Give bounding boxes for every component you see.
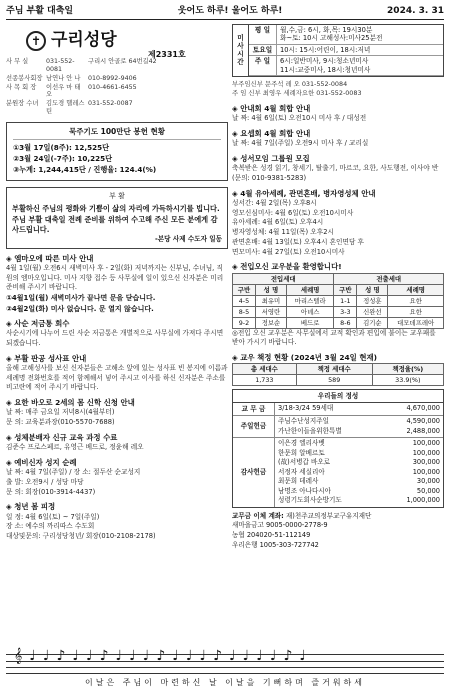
hymn-score: [6, 646, 444, 690]
staff-cell: 031-552-0081: [46, 58, 75, 73]
bank-account: 우리은행 1005-303-727742: [232, 540, 319, 549]
offering-items: 3/18-3/24 59세대: [278, 404, 334, 413]
offering-row: [233, 403, 443, 416]
staff-cell: 남연나 안 나: [46, 74, 81, 82]
table-row: [233, 317, 444, 328]
notice-title: ◈ 청년 봄 피정: [6, 502, 56, 512]
newcomers-title: ◈ 전입오신 교우분을 환영합니다!: [232, 262, 342, 272]
notice-item: [6, 398, 228, 428]
notice-item: [6, 433, 228, 453]
schedule-times: 10시: 15시:어린이, 18시:저녁: [277, 45, 443, 56]
staff-cell: 010-8992-9406: [88, 74, 137, 82]
offering-title: 우리들의 정성: [233, 390, 443, 403]
newcomers-col-header: 구반: [233, 284, 256, 295]
table-cell: 요한: [388, 295, 444, 306]
notice-body: 일 정: 4월 6일(토) ~ 7일(주일) 장 소: 예수의 까리따스 수도회 대상및문의: 구리성당청년/ 회장(010-2108-2178): [6, 512, 156, 540]
notice-title: ◈ 부활 판공 성사표 안내: [6, 353, 87, 363]
issue-date: 2024. 3. 31: [387, 5, 444, 16]
notice-item: [6, 502, 228, 541]
notice-item: [232, 104, 444, 124]
notice-body: 4월 1일(월) 오전6시 새벽미사 후 - 2일(화) 저녁까지는 신부님, 수녀님, 직원의 엠마오입니다. 미사 지향 접수 등 사무실에 일이 있으신 신자분은 미리 준비해 주시기 바랍니다.: [6, 263, 224, 292]
table-cell: 마리스텔라: [287, 295, 334, 306]
notice-item: [6, 319, 228, 349]
schedule-times: 6시:일반미사, 9시:청소년미사 11시:교중미사, 18시:청년미사: [277, 56, 443, 76]
table-cell: 1-1: [334, 295, 357, 306]
bank-title: 교무금 이체 계좌:: [232, 511, 284, 520]
table-cell: 정성훈: [357, 295, 388, 306]
rosary-week1: ①3월 17일(8주): 12,525단: [13, 143, 110, 153]
notice-item: [6, 354, 228, 393]
newcomers-col-header: 구반: [334, 284, 357, 295]
notice-title: ◈ 안내회 4월 회합 안내: [232, 104, 311, 114]
offering-box: [232, 389, 444, 508]
feast-title: 주님 부활 대축일: [6, 5, 74, 16]
census-col-header: 책정율(%): [372, 364, 443, 375]
rosary-status-box: [6, 122, 228, 181]
staff-cell: 김도경 헬레스틴: [46, 100, 85, 116]
census-value: 1,733: [233, 375, 297, 386]
table-cell: 정보순: [255, 317, 286, 328]
offering-items: 이은경 엘리사벳 한문희 알베르토 (故)서병갑 바오로 서정자 세실리아 최문희 데레사 남명조 아나다시아 성령기도회사순방기도: [278, 439, 342, 505]
newcomers-in-head: 전입세대: [233, 273, 334, 284]
table-cell: 서영란: [255, 306, 286, 317]
parish-name: 구리성당: [51, 30, 117, 51]
notice-item: [232, 189, 444, 258]
rosary-total: ③누계: 1,244,415단 / 진행율: 124.4(%): [13, 165, 157, 175]
notice-body: 날 짜: 4월 7일(주일) / 장 소: 절두산 순교성지 출 발: 오전9시 / 성당 마당 문 의: 회장(010-3914-4437): [6, 468, 141, 496]
offering-row: [233, 416, 443, 438]
contact-line: 주 임 신부 최영우 세례자요한 031-552-0083: [232, 89, 362, 98]
notice-item: [232, 129, 444, 149]
bank-account: 새마을금고 9005-0000-2778-9: [232, 521, 328, 530]
census-value: 589: [296, 375, 372, 386]
notice-title: ◈ 성체분배자 신규 교육 과정 수료: [6, 432, 118, 442]
staff-cell: [160, 58, 228, 74]
table-cell: 9-2: [233, 317, 256, 328]
offering-category: 교 무 금: [233, 403, 275, 415]
notice-item: [6, 458, 228, 497]
notice-item: [6, 254, 228, 314]
newcomers-table: [232, 273, 444, 329]
bank-account: 농협 204020-51-112149: [232, 531, 311, 540]
notice-title: ◈ 사순 저금통 회수: [6, 319, 70, 329]
table-cell: 대모데프레아: [388, 317, 444, 328]
census-value: 33.9(%): [372, 375, 443, 386]
offering-category: 감사헌금: [233, 438, 275, 507]
schedule-label-char: 사: [237, 42, 244, 51]
schedule-day: 토요일: [249, 45, 277, 56]
easter-head: 부 활: [109, 192, 125, 201]
census-col-header: 책정 세대수: [296, 364, 372, 375]
newcomers-col-header: 세례명: [287, 284, 334, 295]
right-notices: [232, 104, 444, 257]
offering-amounts: 4,590,000 2,488,000: [406, 417, 440, 435]
schedule-label-char: 미: [237, 34, 244, 43]
staff-cell: 선종봉사회장: [6, 74, 43, 82]
bank-info: [232, 512, 444, 550]
motto: 웃어도 하루! 울어도 하루!: [177, 5, 283, 16]
contact-line: 부주임신부 문주석 레 오 031-552-0084: [232, 79, 348, 88]
schedule-times: 월,수,금: 6시, 화,목: 19시30분 화~토: 10시 고해성사:미사25분전: [277, 25, 443, 45]
census-table: [232, 363, 444, 386]
offering-items: 주님수난성지주일 가난한이들을위한특별: [278, 417, 342, 435]
staff-cell: 031-552-0087: [88, 100, 133, 108]
staff-cell: 분원장 수녀: [6, 100, 39, 108]
mass-schedule: [232, 24, 444, 77]
notice-body: 날 짜: 4월 7일(주일) 오전9시 미사 후 / 교리실: [232, 139, 369, 148]
newcomers-col-header: 성 명: [357, 284, 388, 295]
rosary-title: 묵주기도 100만단 봉헌 현황: [13, 127, 221, 140]
offering-amounts: 4,670,000: [406, 404, 440, 413]
schedule-day: 평 일: [249, 25, 277, 45]
notice-emphasis: ①4월1일(월) 새벽미사가 끝나면 문을 닫습니다. ②4월2일(화) 미사 없습니다. 문 열지 않습니다.: [6, 294, 156, 313]
notice-title: ◈ 4월 유아세례, 관면혼배, 병자영성체 안내: [232, 188, 376, 198]
notice-title: ◈ 요한 바오로 2세의 몸 신학 신청 안내: [6, 398, 135, 408]
easter-signature: -본당 사제 수도자 일동: [155, 235, 222, 244]
notice-title: ◈ 성서모임 그룹원 모집: [232, 154, 310, 164]
notice-title: ◈ 예비신자 성지 순례: [6, 457, 77, 467]
schedule-label-char: 간: [237, 58, 244, 67]
census-section: [232, 353, 444, 386]
table-cell: 4-5: [233, 295, 256, 306]
table-row: [233, 306, 444, 317]
notice-title: ◈ 요셉회 4월 회합 안내: [232, 129, 311, 139]
music-notes-icon: 𝄞♩♩♪♩♩♪♩♩♩♪♩♩♩♪♩♩♩♩♪♩: [14, 648, 313, 664]
staff-cell: 이선우 마 태 오: [46, 83, 81, 99]
table-row: [233, 295, 444, 306]
rosary-week2: ②3월 24일(-7주): 10,225단: [13, 154, 113, 164]
notice-body: 성서간: 4월 2일(목) 오후8시 영모신심미사: 4월 6일(토) 오전10시미사 유아세례: 4월 6일(토) 오후4시 병자영성체: 4월 11일(목) 오후2시 관면혼배: 4월 13일(토) 오후4시 혼인면담 후 면모미사: 4월 27일(토) 오전10시미사: [232, 198, 365, 256]
table-cell: 아녜스: [287, 306, 334, 317]
notice-body: 사순시기에 나누어 드린 사순 저금통은 개별적으로 사무실에 가져다 주시면 되겠습니다.: [6, 329, 224, 348]
schedule-label-char: 시: [237, 50, 244, 59]
table-cell: 8-5: [233, 306, 256, 317]
table-cell: 요한: [388, 306, 444, 317]
bank-lines: [232, 521, 444, 550]
staff-cell: 사 목 회 장: [6, 83, 37, 91]
priest-contacts: [232, 80, 444, 99]
newcomers-col-header: 세례명: [388, 284, 444, 295]
staff-list: [6, 58, 228, 116]
notice-body: 날 짜: 매주 금요일 저녁8시(4월부터) 문 의: 교육분과장(010-5570-7688): [6, 408, 115, 427]
table-cell: 김기순: [357, 317, 388, 328]
staff-cell: 010-4661-6455: [88, 83, 137, 91]
newcomers-col-header: 성 명: [255, 284, 286, 295]
table-cell: 8-6: [334, 317, 357, 328]
notice-body: 축복받은 성경 읽기, 창세기, 탈출기, 마르코, 요한, 사도행전, 이사야 반 (문의: 010-9381-5283): [232, 164, 439, 182]
table-cell: 신완선: [357, 306, 388, 317]
top-bar: [6, 4, 444, 20]
staff-cell: [160, 75, 228, 83]
right-column: [232, 24, 444, 550]
notice-title: ◈ 엠마오에 따른 미사 안내: [6, 253, 94, 263]
staff-cell: [160, 100, 228, 116]
newcomers-out-head: 전출세대: [334, 273, 444, 284]
bank-owner: 재)천주교의정부교구유지재단: [285, 511, 372, 520]
parish-logo-row: [6, 24, 228, 58]
notice-body: 올해 고해성사를 보신 신자분들은 고해소 앞에 있는 성사표 빈 봉지에 이름과 세례명 전화번호를 적어 함께해서 넣어 주시고 이사를 하신 신자분은 주소를 비고란에 적어 주시기 바랍니다.: [6, 364, 228, 392]
newcomers-section: [232, 262, 444, 348]
hymn-lyric: 이날은 주님이 마련하신 날 이날을 기뻐하며 즐거워하세: [85, 678, 365, 687]
staff-cell: 구리시 안골로 64번길42: [88, 58, 157, 65]
left-column: [6, 24, 228, 542]
left-notices: [6, 254, 228, 542]
newcomers-note: ◎전입 오신 교우분은 사무실에서 교적 확인과 편입에 불이는 교우패를 받아 가시기 바랍니다.: [232, 328, 436, 347]
census-col-header: 총 세대수: [233, 364, 297, 375]
easter-greeting: [6, 187, 228, 248]
easter-body: 부활하신 주님의 평화와 기쁨이 삶의 자리에 가득하시기를 빕니다. 주님 부활 대축일 전례 준비를 위하여 수고해 주신 모든 분에게 감사드립니다.: [12, 204, 220, 235]
table-cell: 베드로: [287, 317, 334, 328]
table-cell: 최유미: [255, 295, 286, 306]
notice-item: [232, 154, 444, 184]
issue-number: 제2331호: [148, 50, 186, 59]
staff-cell: 사 무 실: [6, 58, 29, 65]
offering-row: [233, 438, 443, 507]
notice-body: 김준수 프로스페르, 유영근 베드로, 정윤해 레오: [6, 443, 144, 452]
mass-schedule-label: [233, 25, 249, 76]
offering-amounts: 100,000 100,000 300,000 100,000 30,000 50,000 1,000,000: [406, 439, 440, 505]
staff-cell: [160, 84, 228, 100]
table-cell: 3-3: [334, 306, 357, 317]
schedule-day: 주 일: [249, 56, 277, 76]
offering-category: 주일헌금: [233, 416, 275, 437]
church-logo-icon: ✝: [26, 31, 46, 51]
census-title: ◈ 교우 책정 현황 (2024년 3월 24일 현재): [232, 352, 377, 362]
notice-body: 날 짜: 4월 6일(토) 오전10시 미사 후 / 대성전: [232, 114, 367, 123]
